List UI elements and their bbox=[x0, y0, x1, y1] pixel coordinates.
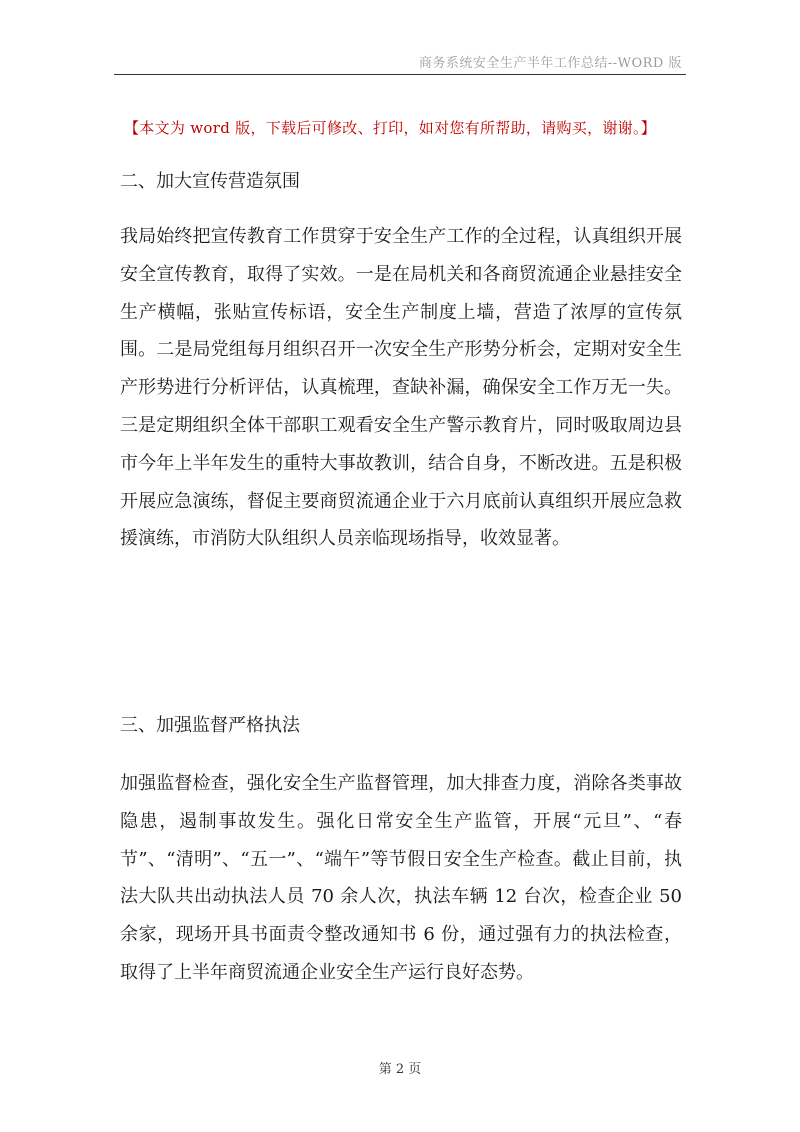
section-heading-3: 三、加强监督严格执法 bbox=[120, 715, 300, 736]
section-heading-2: 二、加大宣传营造氛围 bbox=[120, 171, 300, 192]
page-number: 第 2 页 bbox=[378, 1062, 422, 1077]
section-paragraph-3: 加强监督检查，强化安全生产监督管理，加大排查力度，消除各类事故隐患，遏制事故发生。强化日常安全生产监管，开展“元旦”、“春节”、“清明”、“五一”、“端午”等节假日安全生产检查。截止目前，执法大队共出动执法人员 70 余人次，执法车辆 12 台次，检查企业 50 余家，现场开具书面责令整改通知书 6 份，通过强有力的执法检查，取得了上半年商贸流通企业安全生产运行良好态势。 bbox=[120, 773, 682, 983]
running-title: 商务系统安全生产半年工作总结--WORD 版 bbox=[418, 56, 682, 71]
header-divider bbox=[114, 74, 686, 75]
purchase-notice: 【本文为 word 版，下载后可修改、打印，如对您有所帮助，请购买，谢谢。】 bbox=[124, 119, 657, 137]
section-paragraph-2: 我局始终把宣传教育工作贯穿于安全生产工作的全过程，认真组织开展安全宣传教育，取得了实效。一是在局机关和各商贸流通企业悬挂安全生产横幅，张贴宣传标语，安全生产制度上墙，营造了浓厚的宣传氛围。二是局党组每月组织召开一次安全生产形势分析会，定期对安全生产形势进行分析评估，认真梳理，查缺补漏，确保安全工作万无一失。三是定期组织全体干部职工观看安全生产警示教育片，同时吸取周边县市今年上半年发生的重特大事故教训，结合自身，不断改进。五是积极开展应急演练，督促主要商贸流通企业于六月底前认真组织开展应急救援演练，市消防大队组织人员亲临现场指导，收效显著。 bbox=[120, 226, 682, 550]
